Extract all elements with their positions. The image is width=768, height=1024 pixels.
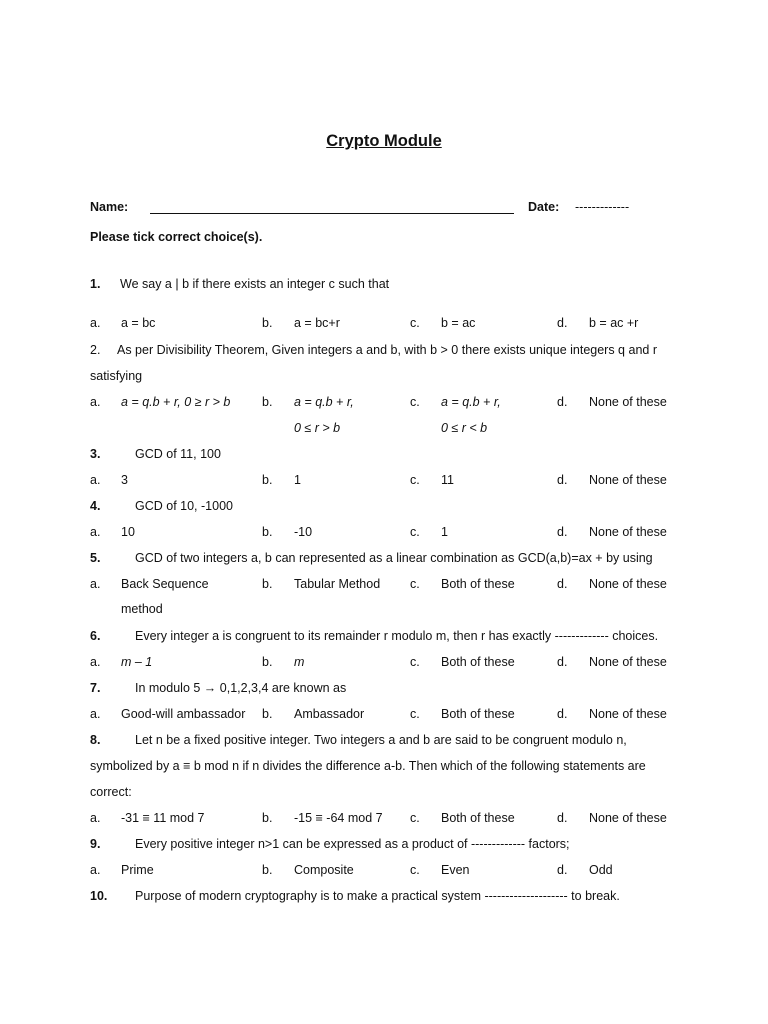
- q6-option-d-letter: d.: [557, 655, 568, 669]
- q3-option-c-text[interactable]: 11: [441, 473, 454, 487]
- question-9-text: Every positive integer n>1 can be expressed as a product of ------------- factors;: [135, 837, 570, 851]
- question-8-text-cont2: correct:: [90, 785, 132, 799]
- q9-option-b-text[interactable]: Composite: [294, 863, 354, 877]
- q4-option-d-text[interactable]: None of these: [589, 525, 667, 539]
- question-9-number: 9.: [90, 837, 101, 851]
- q6-option-c-text[interactable]: Both of these: [441, 655, 515, 669]
- q7-option-a-text[interactable]: Good-will ambassador: [121, 707, 246, 721]
- q8-option-b-letter: b.: [262, 811, 273, 825]
- q4-option-c-letter: c.: [410, 525, 420, 539]
- q1-option-b-text[interactable]: a = bc+r: [294, 316, 340, 330]
- q2-option-c-letter: c.: [410, 395, 420, 409]
- q9-option-a-text[interactable]: Prime: [121, 863, 154, 877]
- q5-option-c-letter: c.: [410, 577, 420, 591]
- q2-option-b-text-line2[interactable]: 0 ≤ r > b: [294, 421, 341, 435]
- q7-option-c-text[interactable]: Both of these: [441, 707, 515, 721]
- q5-option-b-letter: b.: [262, 577, 273, 591]
- question-7-number: 7.: [90, 681, 101, 695]
- q1-option-d-letter: d.: [557, 316, 568, 330]
- question-10-number: 10.: [90, 889, 108, 903]
- q6-option-a-letter: a.: [90, 655, 101, 669]
- q4-option-b-letter: b.: [262, 525, 273, 539]
- q2-option-b-text[interactable]: a = q.b + r,: [294, 395, 354, 409]
- question-3-number: 3.: [90, 447, 101, 461]
- q9-option-a-letter: a.: [90, 863, 101, 877]
- question-2-text: As per Divisibility Theorem, Given integers a and b, with b > 0 there exists unique integers q and r: [117, 343, 657, 357]
- q5-option-a-text[interactable]: Back Sequence: [121, 577, 209, 591]
- q2-option-b-letter: b.: [262, 395, 273, 409]
- q2-option-a-letter: a.: [90, 395, 101, 409]
- question-10-text: Purpose of modern cryptography is to make a practical system -------------------- to break.: [135, 889, 620, 903]
- q7-option-b-text[interactable]: Ambassador: [294, 707, 365, 721]
- q7-option-c-letter: c.: [410, 707, 420, 721]
- q6-option-b-letter: b.: [262, 655, 273, 669]
- question-1-number: 1.: [90, 277, 101, 291]
- q7-option-d-text[interactable]: None of these: [589, 707, 667, 721]
- q5-option-d-text[interactable]: None of these: [589, 577, 667, 591]
- q8-option-c-letter: c.: [410, 811, 420, 825]
- q9-option-c-text[interactable]: Even: [441, 863, 470, 877]
- q6-option-a-text[interactable]: m – 1: [121, 655, 153, 669]
- q6-option-d-text[interactable]: None of these: [589, 655, 667, 669]
- q7-option-d-letter: d.: [557, 707, 568, 721]
- question-4-text: GCD of 10, -1000: [135, 499, 233, 513]
- q2-option-c-text-line2[interactable]: 0 ≤ r < b: [441, 421, 488, 435]
- q9-option-c-letter: c.: [410, 863, 420, 877]
- question-5-text: GCD of two integers a, b can represented as a linear combination as GCD(a,b)=ax + by using: [135, 551, 653, 565]
- question-1-text: We say a | b if there exists an integer c such that: [120, 277, 390, 291]
- q1-option-c-letter: c.: [410, 316, 420, 330]
- name-field-line[interactable]: [150, 213, 514, 214]
- q6-option-c-letter: c.: [410, 655, 420, 669]
- q1-option-d-text[interactable]: b = ac +r: [589, 316, 639, 330]
- name-label: Name:: [90, 200, 129, 214]
- q9-option-d-letter: d.: [557, 863, 568, 877]
- q4-option-a-letter: a.: [90, 525, 101, 539]
- q3-option-d-text[interactable]: None of these: [589, 473, 667, 487]
- question-3-text: GCD of 11, 100: [135, 447, 221, 461]
- q3-option-a-letter: a.: [90, 473, 101, 487]
- q2-option-d-text[interactable]: None of these: [589, 395, 667, 409]
- q5-option-b-text[interactable]: Tabular Method: [294, 577, 381, 591]
- date-label: Date:: [528, 200, 560, 214]
- question-5-number: 5.: [90, 551, 101, 565]
- q8-option-d-letter: d.: [557, 811, 568, 825]
- q2-option-a-text[interactable]: a = q.b + r, 0 ≥ r > b: [121, 395, 231, 409]
- q4-option-d-letter: d.: [557, 525, 568, 539]
- question-6-number: 6.: [90, 629, 101, 643]
- q2-option-c-text[interactable]: a = q.b + r,: [441, 395, 501, 409]
- q4-option-b-text[interactable]: -10: [294, 525, 313, 539]
- page-title: Crypto Module: [326, 132, 442, 150]
- q2-option-d-letter: d.: [557, 395, 568, 409]
- q9-option-d-text[interactable]: Odd: [589, 863, 613, 877]
- q3-option-a-text[interactable]: 3: [121, 473, 128, 487]
- q1-option-c-text[interactable]: b = ac: [441, 316, 476, 330]
- question-7-text: In modulo 5 → 0,1,2,3,4 are known as: [135, 681, 347, 695]
- q1-option-a-letter: a.: [90, 316, 101, 330]
- q8-option-a-letter: a.: [90, 811, 101, 825]
- q9-option-b-letter: b.: [262, 863, 273, 877]
- question-4-number: 4.: [90, 499, 101, 513]
- question-2-number: 2.: [90, 343, 101, 357]
- q3-option-d-letter: d.: [557, 473, 568, 487]
- q7-option-b-letter: b.: [262, 707, 273, 721]
- q5-option-a-text-line2[interactable]: method: [121, 602, 163, 616]
- question-8-number: 8.: [90, 733, 101, 747]
- q1-option-a-text[interactable]: a = bc: [121, 316, 156, 330]
- q5-option-c-text[interactable]: Both of these: [441, 577, 515, 591]
- q8-option-c-text[interactable]: Both of these: [441, 811, 515, 825]
- q5-option-a-letter: a.: [90, 577, 101, 591]
- question-2-text-cont: satisfying: [90, 369, 143, 383]
- q7-option-a-letter: a.: [90, 707, 101, 721]
- q3-option-c-letter: c.: [410, 473, 420, 487]
- q8-option-d-text[interactable]: None of these: [589, 811, 667, 825]
- question-8-text-cont: symbolized by a ≡ b mod n if n divides the difference a-b. Then which of the following statements are: [90, 759, 646, 773]
- q4-option-c-text[interactable]: 1: [441, 525, 448, 539]
- instruction-text: Please tick correct choice(s).: [90, 230, 263, 244]
- q6-option-b-text[interactable]: m: [294, 655, 305, 669]
- q3-option-b-text[interactable]: 1: [294, 473, 301, 487]
- q8-option-b-text[interactable]: -15 ≡ -64 mod 7: [294, 811, 383, 825]
- q1-option-b-letter: b.: [262, 316, 273, 330]
- q3-option-b-letter: b.: [262, 473, 273, 487]
- q8-option-a-text[interactable]: -31 ≡ 11 mod 7: [121, 811, 205, 825]
- q4-option-a-text[interactable]: 10: [121, 525, 135, 539]
- question-6-text: Every integer a is congruent to its remainder r modulo m, then r has exactly ------------- choices.: [135, 629, 659, 643]
- date-value: -------------: [575, 200, 630, 214]
- question-8-text: Let n be a fixed positive integer. Two integers a and b are said to be congruent modulo n,: [135, 733, 627, 747]
- q5-option-d-letter: d.: [557, 577, 568, 591]
